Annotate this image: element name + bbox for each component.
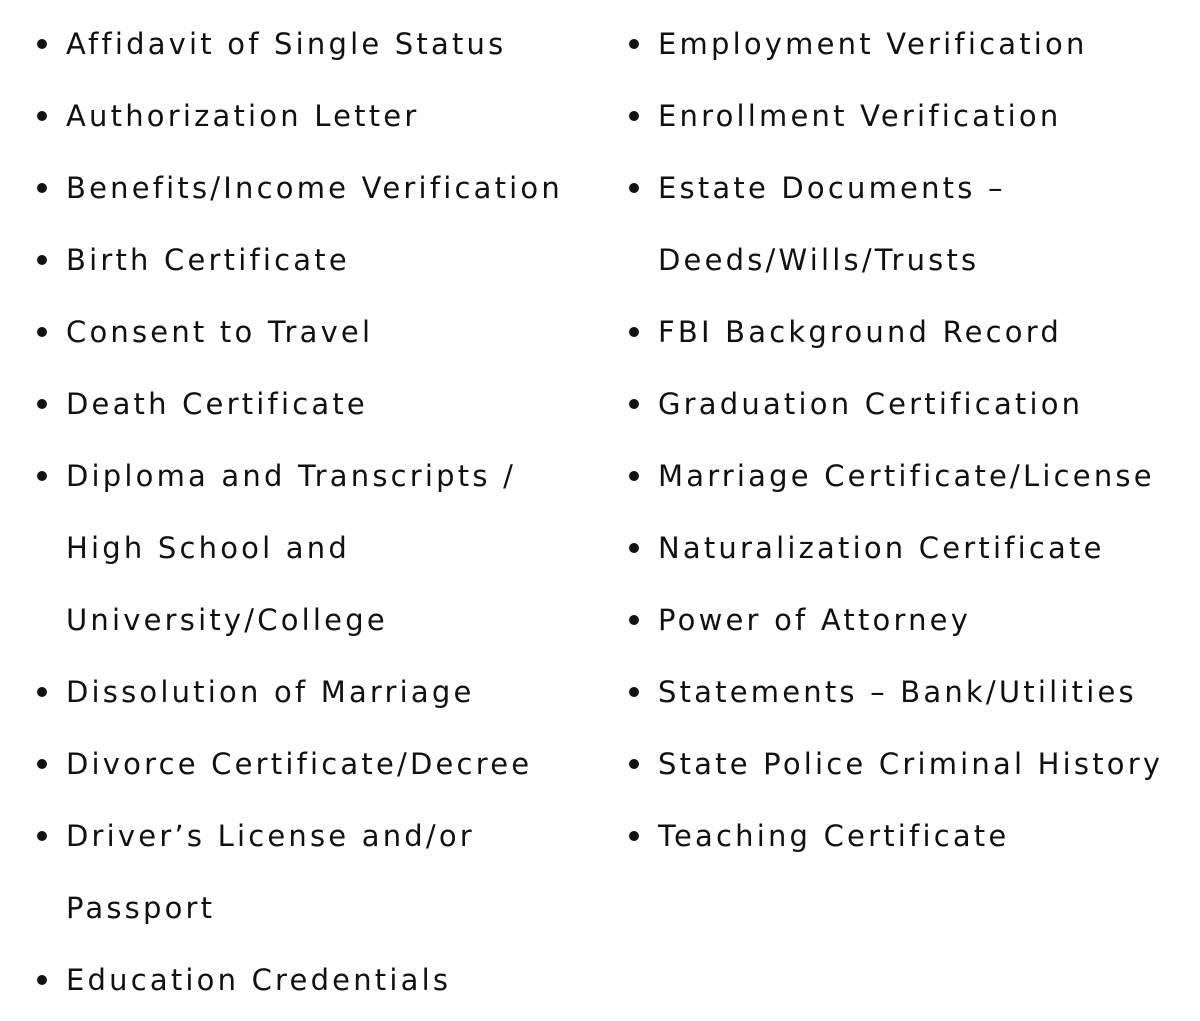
item-text: Enrollment Verification: [658, 99, 1062, 133]
bullet-icon: [629, 543, 639, 553]
list-item: [34, 224, 594, 296]
item-text-continued: Passport: [66, 891, 216, 925]
right-column-list: [626, 8, 1186, 872]
bullet-icon: [629, 183, 639, 193]
item-text: Naturalization Certificate: [658, 531, 1105, 565]
item-text: Authorization Letter: [66, 99, 420, 133]
item-text: Driver’s License and/or: [66, 819, 475, 853]
list-item: [626, 728, 1186, 800]
list-item: [626, 296, 1186, 368]
list-item: [34, 800, 594, 944]
list-item: [34, 944, 594, 1016]
list-item: [626, 584, 1186, 656]
item-text: Affidavit of Single Status: [66, 27, 507, 61]
item-text: Consent to Travel: [66, 315, 374, 349]
item-text: Death Certificate: [66, 387, 368, 421]
bullet-icon: [37, 39, 47, 49]
bullet-icon: [37, 255, 47, 265]
list-item: [626, 440, 1186, 512]
item-text-continued: University/College: [66, 603, 388, 637]
bullet-icon: [37, 471, 47, 481]
item-text: Benefits/Income Verification: [66, 171, 563, 205]
item-text: Graduation Certification: [658, 387, 1084, 421]
list-item: [626, 8, 1186, 80]
item-text-continued: High School and: [66, 531, 350, 565]
item-text: Birth Certificate: [66, 243, 350, 277]
list-item: [34, 368, 594, 440]
bullet-icon: [37, 327, 47, 337]
item-text: Marriage Certificate/License: [658, 459, 1155, 493]
bullet-icon: [629, 471, 639, 481]
bullet-icon: [629, 399, 639, 409]
bullet-icon: [629, 111, 639, 121]
item-text: Dissolution of Marriage: [66, 675, 475, 709]
item-text: Power of Attorney: [658, 603, 972, 637]
item-text: Divorce Certificate/Decree: [66, 747, 533, 781]
item-text-continued: Deeds/Wills/Trusts: [658, 243, 980, 277]
bullet-icon: [37, 759, 47, 769]
bullet-icon: [37, 111, 47, 121]
list-item: [626, 512, 1186, 584]
list-item: [34, 440, 594, 656]
item-text: Teaching Certificate: [658, 819, 1010, 853]
bullet-icon: [629, 615, 639, 625]
item-text: Diploma and Transcripts /: [66, 459, 517, 493]
item-text: FBI Background Record: [658, 315, 1062, 349]
list-item: [626, 800, 1186, 872]
item-text: Estate Documents –: [658, 171, 1006, 205]
item-text: State Police Criminal History: [658, 747, 1164, 781]
bullet-icon: [37, 831, 47, 841]
bullet-icon: [629, 687, 639, 697]
list-item: [34, 296, 594, 368]
bullet-icon: [629, 759, 639, 769]
bullet-icon: [37, 975, 47, 985]
list-item: [626, 656, 1186, 728]
bullet-icon: [629, 831, 639, 841]
list-item: [626, 368, 1186, 440]
bullet-icon: [37, 399, 47, 409]
bullet-icon: [37, 687, 47, 697]
item-text: Employment Verification: [658, 27, 1088, 61]
bullet-icon: [629, 327, 639, 337]
left-column-list: [34, 8, 594, 1016]
list-item: [34, 728, 594, 800]
list-item: [34, 152, 594, 224]
item-text: Statements – Bank/Utilities: [658, 675, 1137, 709]
bullet-icon: [37, 183, 47, 193]
list-item: [34, 8, 594, 80]
list-item: [626, 80, 1186, 152]
list-item: [34, 80, 594, 152]
list-item: [34, 656, 594, 728]
bullet-icon: [629, 39, 639, 49]
list-item: [626, 152, 1186, 296]
item-text: Education Credentials: [66, 963, 452, 997]
